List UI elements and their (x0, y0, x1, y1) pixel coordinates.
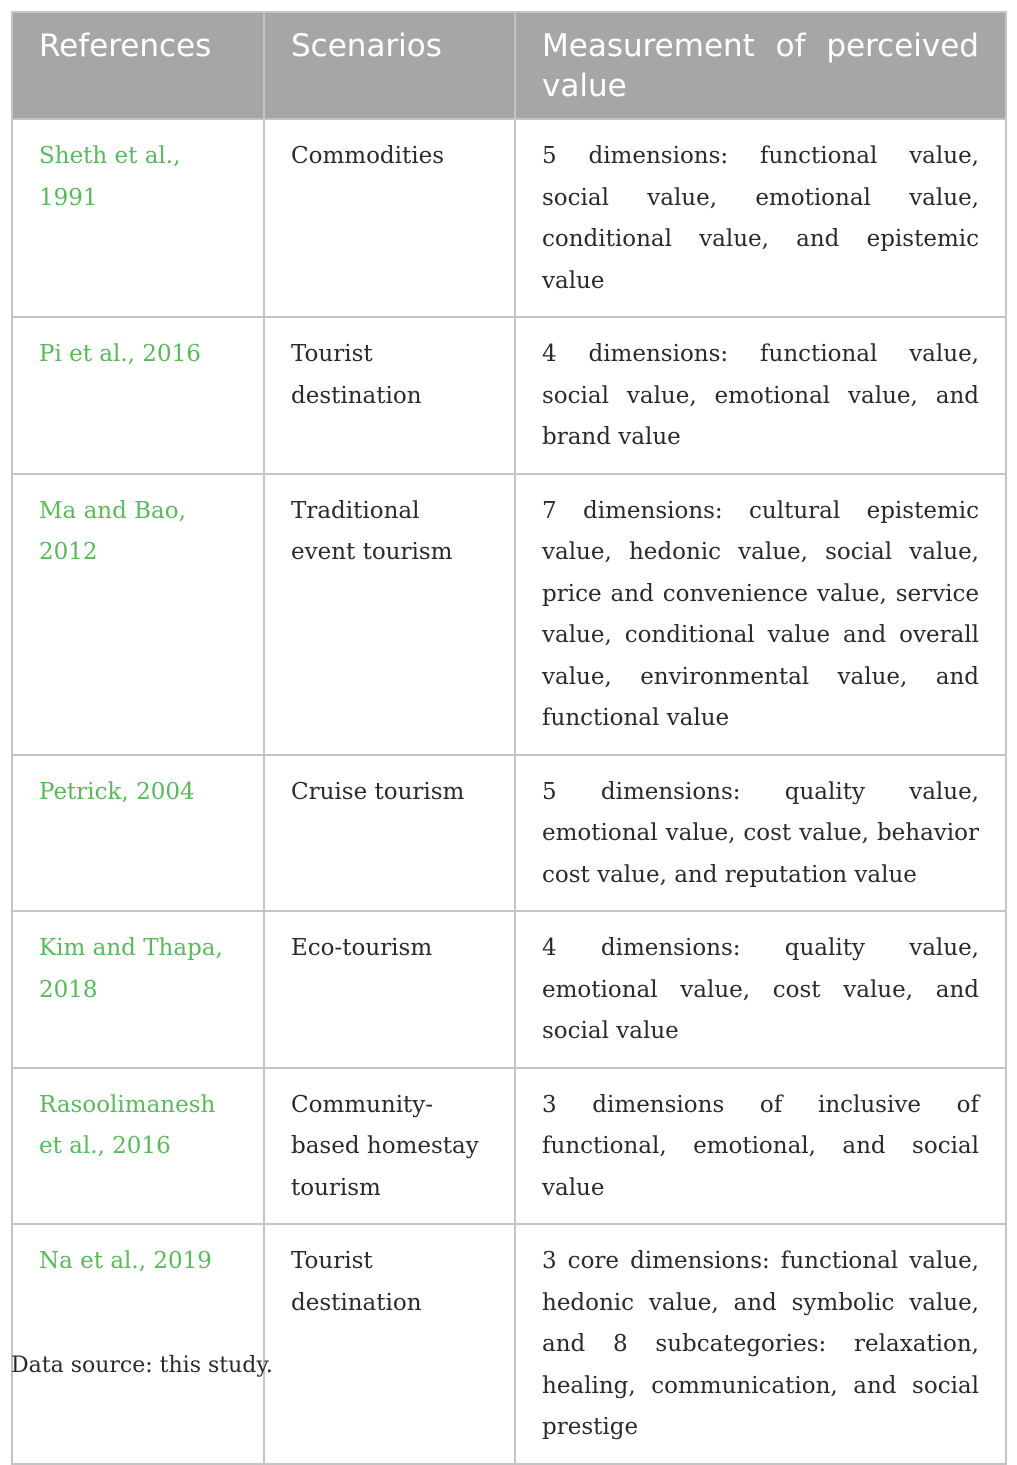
header-scenarios: Scenarios (264, 12, 515, 119)
measurement-cell: 5 dimensions: quality value, emotional value, cost value, behavior cost value, and reputation value (515, 755, 1006, 912)
measurement-cell: 5 dimensions: functional value, social value, emotional value, conditional value, and epistemic value (515, 119, 1006, 317)
table-row (12, 911, 1006, 1068)
header-references: References (12, 12, 264, 119)
reference-link[interactable]: Rasoolimanesh et al., 2016 (12, 1068, 264, 1225)
reference-link[interactable]: Sheth et al., 1991 (12, 119, 264, 317)
reference-link[interactable]: Petrick, 2004 (12, 755, 264, 912)
scenario-cell: Eco-tourism (264, 911, 515, 1068)
perceived-value-table (11, 11, 1007, 1465)
reference-link[interactable]: Kim and Thapa, 2018 (12, 911, 264, 1068)
measurement-cell: 4 dimensions: quality value, emotional value, cost value, and social value (515, 911, 1006, 1068)
scenario-cell: Cruise tourism (264, 755, 515, 912)
scenario-cell: Community-based homestay tourism (264, 1068, 515, 1225)
table-row (12, 317, 1006, 474)
measurement-cell: 3 dimensions of inclusive of functional, emotional, and social value (515, 1068, 1006, 1225)
measurement-cell: 3 core dimensions: functional value, hedonic value, and symbolic value, and 8 subcategories: relaxation, healing, communication, and social prestige (515, 1224, 1006, 1464)
scenario-cell: Commodities (264, 119, 515, 317)
scenario-cell: Traditional event tourism (264, 474, 515, 755)
reference-link[interactable]: Na et al., 2019 (12, 1224, 264, 1464)
scenario-cell: Tourist destination (264, 317, 515, 474)
reference-link[interactable]: Pi et al., 2016 (12, 317, 264, 474)
measurement-cell: 7 dimensions: cultural epistemic value, hedonic value, social value, price and convenience value, service value, conditional value and overall value, environmental value, and functional value (515, 474, 1006, 755)
table-row (12, 755, 1006, 912)
header-measurement: Measurement of perceived value (515, 12, 1006, 119)
table-row (12, 1068, 1006, 1225)
reference-link[interactable]: Ma and Bao, 2012 (12, 474, 264, 755)
header-row (12, 12, 1006, 119)
table-row (12, 474, 1006, 755)
measurement-cell: 4 dimensions: functional value, social value, emotional value, and brand value (515, 317, 1006, 474)
scenario-cell: Tourist destination (264, 1224, 515, 1464)
data-source-note: Data source: this study. (11, 1353, 273, 1378)
table-row (12, 119, 1006, 317)
table-row (12, 1224, 1006, 1464)
